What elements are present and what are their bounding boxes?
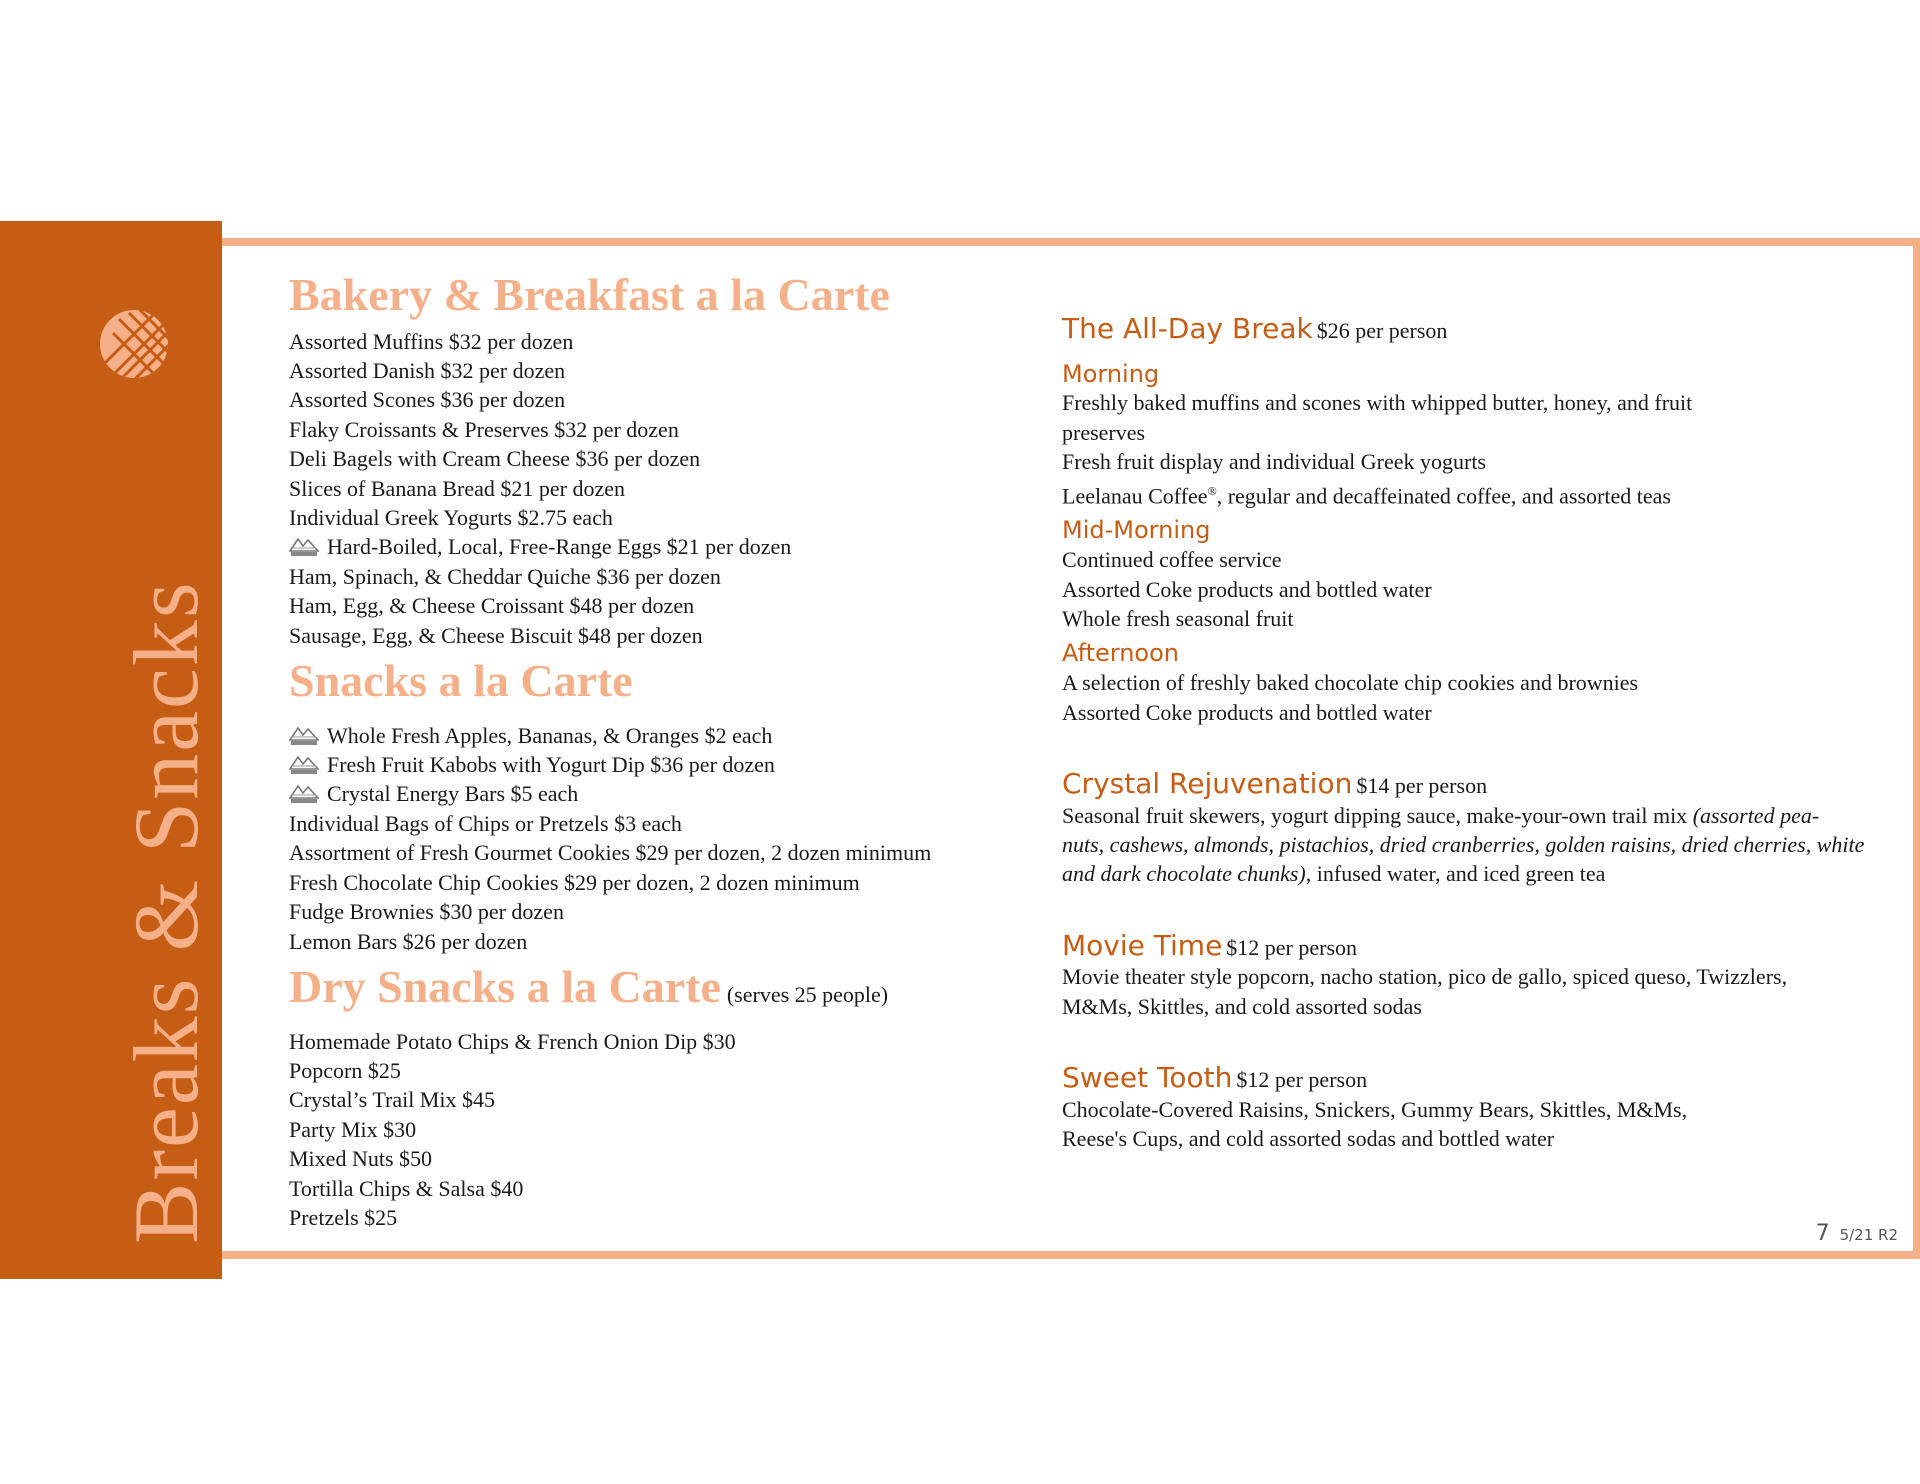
- peak-icon: [289, 753, 319, 775]
- text-segment-italic: (assorted pea-: [1692, 802, 1820, 828]
- snacks-heading: Snacks a la Carte: [289, 655, 633, 707]
- list-item: Ham, Spinach, & Cheddar Quiche $36 per dozen: [289, 563, 721, 589]
- sweet-tooth-title: Sweet Tooth: [1062, 1061, 1233, 1095]
- text-segment-italic: nuts, cashews, almonds, pistachios, dried cranberries, golden raisins, dried cherries, white: [1062, 831, 1865, 857]
- dry-snacks-heading: [289, 962, 1009, 1013]
- movie-time-price: $12 per person: [1226, 934, 1358, 960]
- sidebar-title: Breaks & Snacks: [115, 580, 217, 1244]
- page-number-value: 7: [1815, 1221, 1830, 1246]
- item-text: Crystal Energy Bars $5 each: [327, 781, 579, 807]
- list-item: Assortment of Fresh Gourmet Cookies $29 per dozen, 2 dozen minimum: [289, 840, 932, 866]
- all-day-break-title: The All-Day Break: [1062, 312, 1313, 345]
- text-segment-italic: and dark chocolate chunks): [1062, 861, 1306, 887]
- text-line: Chocolate-Covered Raisins, Snickers, Gummy Bears, Skittles, M&Ms,: [1062, 1096, 1688, 1122]
- registered-mark: ®: [1207, 483, 1217, 498]
- list-item: Flaky Croissants & Preserves $32 per dozen: [289, 416, 679, 442]
- list-item: Party Mix $30: [289, 1116, 417, 1142]
- movie-time-heading: [1062, 929, 1872, 963]
- sweet-tooth-heading: [1062, 1061, 1872, 1095]
- text-line: [1062, 859, 1872, 888]
- coffee-brand: Leelanau Coffee: [1062, 482, 1208, 508]
- text-line: Reese's Cups, and cold assorted sodas and bottled water: [1062, 1126, 1555, 1152]
- all-day-break-price: $26 per person: [1316, 318, 1448, 343]
- list-item: Deli Bagels with Cream Cheese $36 per dozen: [289, 446, 701, 472]
- bakery-heading: Bakery & Breakfast a la Carte: [289, 269, 890, 320]
- list-item: Mixed Nuts $50: [289, 1146, 432, 1172]
- text-line: Freshly baked muffins and scones with whipped butter, honey, and fruit: [1062, 390, 1693, 416]
- left-column: [289, 270, 1009, 1232]
- list-item: Homemade Potato Chips & French Onion Dip $30: [289, 1028, 736, 1054]
- list-item: Pretzels $25: [289, 1204, 398, 1230]
- list-item: Assorted Scones $36 per dozen: [289, 387, 566, 413]
- right-column: [1062, 312, 1872, 1154]
- list-item-with-icon: [289, 532, 1009, 561]
- item-text: Whole Fresh Apples, Bananas, & Oranges $2 each: [327, 722, 773, 748]
- list-item-with-icon: [289, 779, 1009, 808]
- list-item: Lemon Bars $26 per dozen: [289, 928, 528, 954]
- text-line: preserves: [1062, 419, 1146, 445]
- text-line: [1062, 830, 1872, 859]
- list-item: Popcorn $25: [289, 1057, 401, 1083]
- item-text: Hard-Boiled, Local, Free-Range Eggs $21 per dozen: [327, 534, 792, 560]
- page-number: [1816, 1221, 1898, 1246]
- list-item: Tortilla Chips & Salsa $40: [289, 1175, 524, 1201]
- text-line: A selection of freshly baked chocolate chip cookies and brownies: [1062, 670, 1639, 696]
- morning-heading: Morning: [1062, 359, 1160, 388]
- list-item: Slices of Banana Bread $21 per dozen: [289, 475, 625, 501]
- text-segment: , infused water, and iced green tea: [1305, 861, 1606, 887]
- text-line: M&Ms, Skittles, and cold assorted sodas: [1062, 993, 1422, 1019]
- sweet-tooth-price: $12 per person: [1236, 1067, 1368, 1093]
- text-line: Movie theater style popcorn, nacho station, pico de gallo, spiced queso, Twizzlers,: [1062, 964, 1788, 990]
- all-day-break-heading: [1062, 312, 1872, 346]
- movie-time-title: Movie Time: [1062, 928, 1223, 962]
- list-item: Fudge Brownies $30 per dozen: [289, 899, 564, 925]
- peak-icon: [289, 724, 319, 746]
- text-line: Whole fresh seasonal fruit: [1062, 605, 1294, 631]
- dry-snacks-title: Dry Snacks a la Carte: [289, 960, 721, 1012]
- peak-icon: [289, 535, 319, 557]
- text-segment: Seasonal fruit skewers, yogurt dipping sauce, make-your-own trail mix: [1062, 802, 1693, 828]
- list-item-with-icon: [289, 721, 1009, 750]
- text-line: Assorted Coke products and bottled water: [1062, 576, 1432, 602]
- dry-snacks-note: (serves 25 people): [726, 981, 889, 1007]
- text-line: Continued coffee service: [1062, 547, 1282, 573]
- list-item: Assorted Muffins $32 per dozen: [289, 328, 574, 354]
- mid-morning-heading: Mid-Morning: [1062, 516, 1211, 545]
- coffee-rest: , regular and decaffeinated coffee, and assorted teas: [1216, 482, 1671, 508]
- list-item: Fresh Chocolate Chip Cookies $29 per dozen, 2 dozen minimum: [289, 869, 860, 895]
- coffee-line: [1062, 477, 1872, 511]
- peak-icon: [289, 782, 319, 804]
- list-item: Individual Bags of Chips or Pretzels $3 each: [289, 810, 682, 836]
- text-line: Fresh fruit display and individual Greek yogurts: [1062, 449, 1487, 475]
- list-item: Crystal’s Trail Mix $45: [289, 1087, 495, 1113]
- snacks-list: [289, 721, 1009, 956]
- bakery-list: [289, 327, 1009, 650]
- dry-snacks-list: [289, 1027, 1009, 1233]
- text-line: [1062, 801, 1872, 830]
- item-text: Fresh Fruit Kabobs with Yogurt Dip $36 per dozen: [327, 752, 775, 778]
- list-item: Ham, Egg, & Cheese Croissant $48 per dozen: [289, 593, 695, 619]
- list-item: Assorted Danish $32 per dozen: [289, 358, 566, 383]
- list-item-with-icon: [289, 750, 1009, 779]
- crystal-rejuvenation-title: Crystal Rejuvenation: [1062, 766, 1353, 800]
- crystal-logo-icon: [99, 309, 169, 379]
- afternoon-heading: Afternoon: [1062, 639, 1179, 668]
- revision-label: 5/21 R2: [1839, 1226, 1898, 1244]
- text-line: Assorted Coke products and bottled water: [1062, 699, 1432, 725]
- crystal-rejuvenation-price: $14 per person: [1356, 772, 1488, 798]
- list-item: Sausage, Egg, & Cheese Biscuit $48 per dozen: [289, 622, 703, 648]
- crystal-rejuvenation-heading: [1062, 767, 1872, 801]
- list-item: Individual Greek Yogurts $2.75 each: [289, 505, 613, 531]
